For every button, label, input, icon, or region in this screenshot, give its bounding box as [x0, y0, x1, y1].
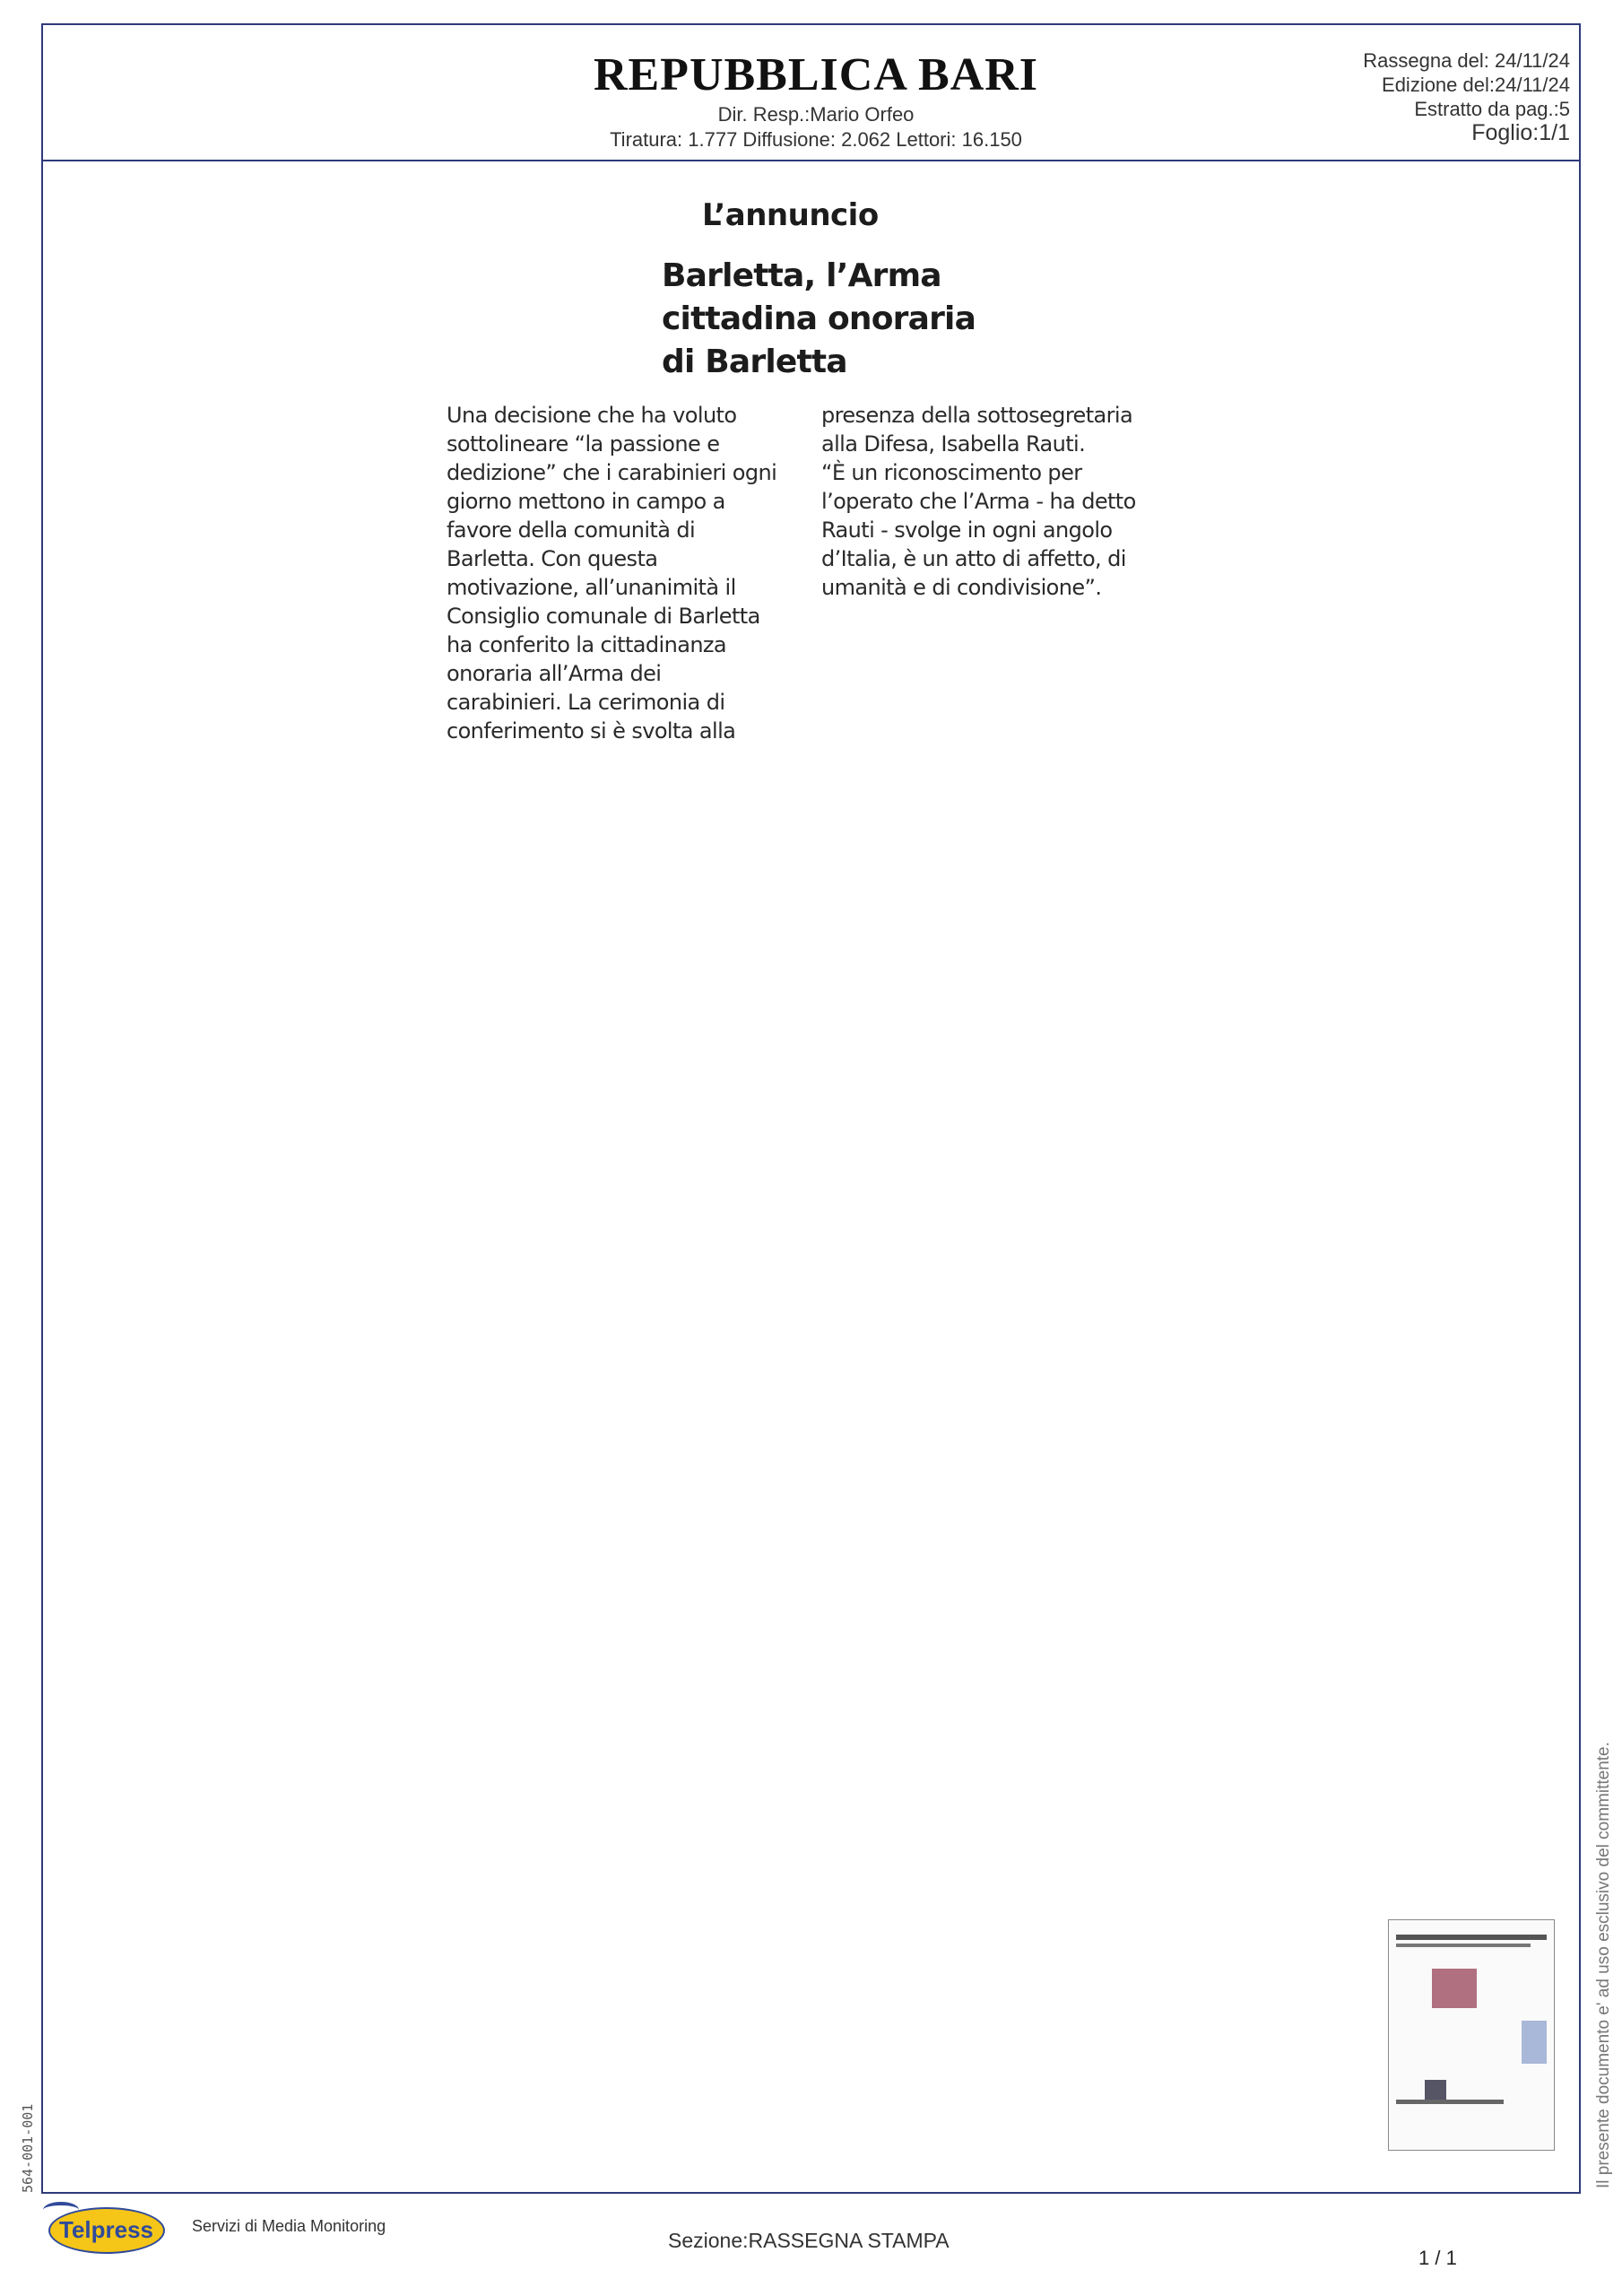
- page-thumbnail: [1388, 1919, 1555, 2151]
- headline-line: Barletta, l’Arma: [662, 257, 941, 294]
- article-headline: [662, 255, 1074, 384]
- edizione-date: Edizione del:24/11/24: [1382, 74, 1570, 96]
- clipping-meta: [1363, 48, 1570, 145]
- body-line: sottolineare “la passione e: [447, 431, 720, 457]
- article-kicker: L’annuncio: [702, 197, 879, 233]
- article-column-1: [447, 401, 776, 745]
- body-line: Una decisione che ha voluto: [447, 403, 737, 428]
- article-column-2: [821, 401, 1136, 602]
- estratto-page: Estratto da pag.:5: [1414, 98, 1570, 120]
- headline-line: di Barletta: [662, 344, 847, 380]
- body-line: dedizione” che i carabinieri ogni: [447, 460, 777, 485]
- body-line: Barletta. Con questa: [447, 546, 658, 571]
- body-line: alla Difesa, Isabella Rauti.: [821, 431, 1086, 457]
- logo-text: Telpress: [59, 2216, 154, 2243]
- services-caption: Servizi di Media Monitoring: [192, 2217, 386, 2235]
- body-line: favore della comunità di: [447, 517, 696, 543]
- headline-line: cittadina onoraria: [662, 300, 976, 337]
- newspaper-title: REPUBBLICA BARI: [593, 49, 1039, 100]
- thumbnail-photo: [1425, 2080, 1446, 2100]
- usage-notice: Il presente documento e' ad uso esclusivo del committente.: [1594, 1742, 1613, 2188]
- page-count: 1 / 1: [1418, 2247, 1457, 2269]
- body-line: “È un riconoscimento per: [821, 460, 1082, 485]
- document-code: 564-001-001: [20, 2103, 36, 2193]
- body-line: d’Italia, è un atto di affetto, di: [821, 546, 1126, 571]
- body-line: l’operato che l’Arma - ha detto: [821, 489, 1136, 514]
- body-line: motivazione, all’unanimità il: [447, 575, 736, 600]
- rassegna-date: Rassegna del: 24/11/24: [1363, 49, 1570, 72]
- body-line: presenza della sottosegretaria: [821, 403, 1133, 428]
- body-line: ha conferito la cittadinanza: [447, 632, 727, 657]
- thumbnail-subhead-bar: [1396, 1944, 1531, 1947]
- body-line: onoraria all’Arma dei: [447, 661, 662, 686]
- circulation-line: Tiratura: 1.777 Diffusione: 2.062 Lettori: 16.150: [610, 128, 1022, 151]
- body-line: giorno mettono in campo a: [447, 489, 725, 514]
- section-label: Sezione:RASSEGNA STAMPA: [668, 2229, 950, 2252]
- body-line: Rauti - svolge in ogni angolo: [821, 517, 1113, 543]
- telpress-logo: [43, 2202, 169, 2256]
- director-line: Dir. Resp.:Mario Orfeo: [717, 103, 915, 126]
- foglio-count: Foglio:1/1: [1471, 120, 1570, 145]
- body-line: umanità e di condivisione”.: [821, 575, 1102, 600]
- body-line: conferimento si è svolta alla: [447, 718, 736, 744]
- thumbnail-headline-bar: [1396, 2100, 1504, 2104]
- body-line: Consiglio comunale di Barletta: [447, 604, 760, 629]
- thumbnail-photo: [1432, 1969, 1477, 2008]
- thumbnail-headline-bar: [1396, 1935, 1547, 1940]
- thumbnail-ad-box: [1522, 2021, 1547, 2064]
- header-divider: [41, 160, 1581, 161]
- masthead: [502, 48, 1130, 152]
- body-line: carabinieri. La cerimonia di: [447, 690, 725, 715]
